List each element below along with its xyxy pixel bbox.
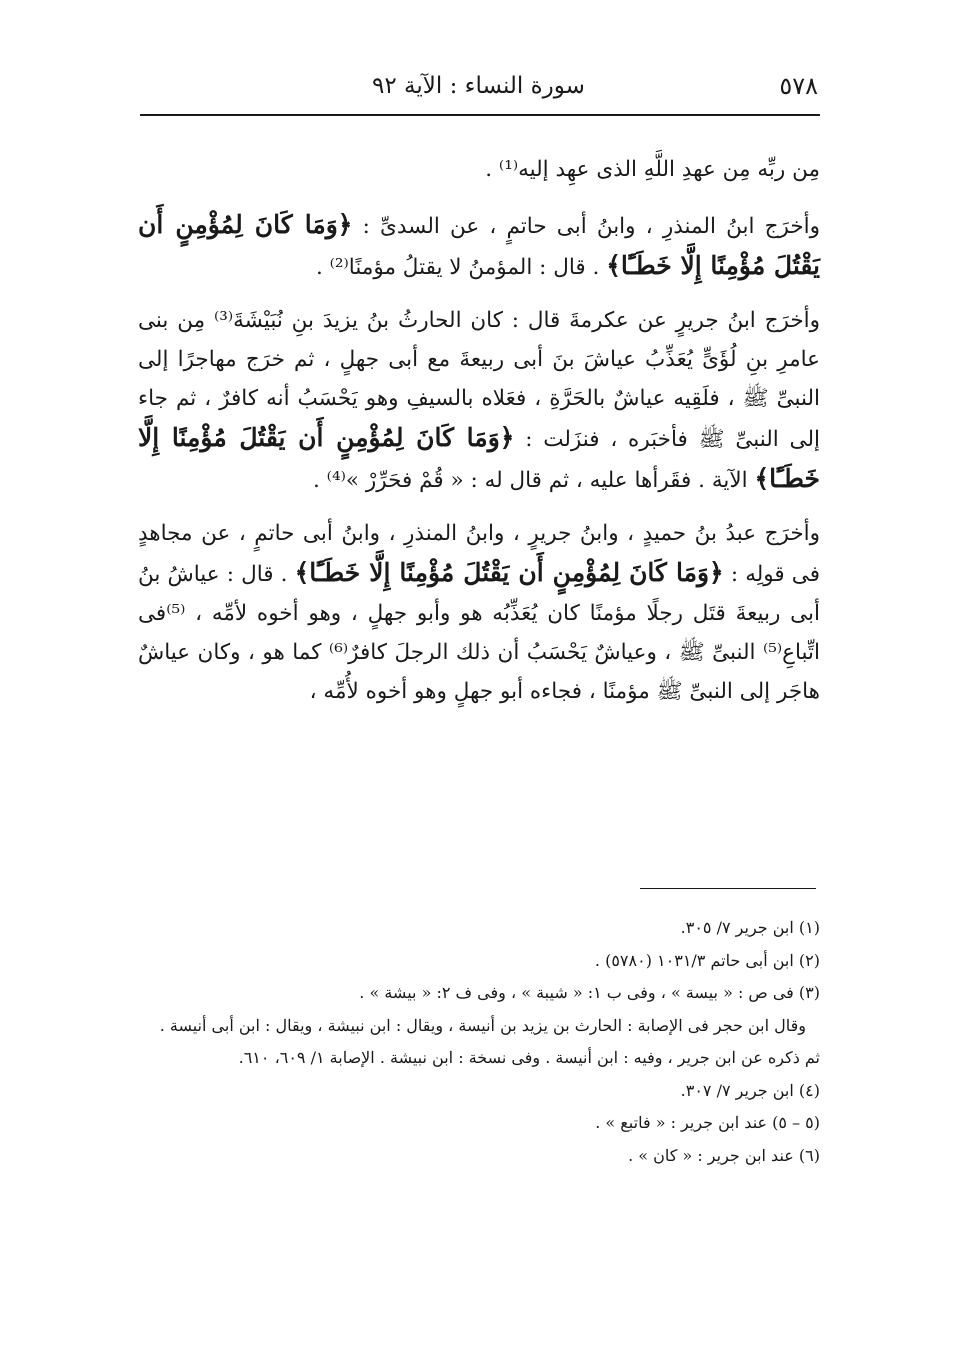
- footnote-4: (٤) ابن جرير ٧/ ٣٠٧.: [680, 1080, 820, 1100]
- paragraph-1: [138, 150, 820, 189]
- page-header: [142, 66, 818, 106]
- footnote-3: (٣) فى ص : « بيسة » ، وفى ب ١: « شيبة » ، وفى ف ٢: « بيشة » .: [359, 983, 820, 1002]
- main-text: [138, 150, 820, 725]
- footnote-2: (٢) ابن أبى حاتم ١٠٣١/٣ (٥٧٨٠) .: [594, 950, 820, 970]
- quran-verse: ﴿وَمَا كَانَ لِمُؤْمِنٍ أَن يَقْتُلَ مُؤْمِنًا إِلَّا خَطَـًٔا﴾: [138, 210, 820, 280]
- quran-verse: ﴿وَمَا كَانَ لِمُؤْمِنٍ أَن يَقْتُلَ مُؤْمِنًا إِلَّا خَطَـًٔا﴾: [294, 558, 724, 587]
- footnote-3-continuation-2: ثم ذكره عن ابن جرير ، وفيه : ابن أنيسة . وفى نسخة : ابن نبيشة . الإصابة ١/ ٦٠٩، ٦١٠.: [238, 1048, 820, 1067]
- footnote-3-continuation: وقال ابن حجر فى الإصابة : الحارث بن يزيد بن أنيسة ، ويقال : ابن نبيشة ، ويقال : ابن أبى أنيسة .: [159, 1015, 806, 1035]
- running-title: سورة النساء : الآية ٩٢: [372, 73, 585, 99]
- paragraph-2-rest: . قال : المؤمنُ لا يقتلُ مؤمنًا⁽²⁾ .: [315, 255, 600, 280]
- footnote-6: (٦) عند ابن جرير : « كان » .: [628, 1145, 820, 1165]
- footnote-rule: [640, 888, 816, 889]
- paragraph-1-text: مِن ربِّه مِن عهدِ اللَّهِ الذى عهِد إليه⁽¹⁾ .: [485, 157, 820, 182]
- paragraph-4: [138, 514, 820, 711]
- header-rule: [140, 114, 820, 116]
- paragraph-4-intro: وأخرَج عبدُ بنُ حميدٍ ، وابنُ جريرٍ ، وابنُ المنذرِ ، وابنُ أبى حاتمٍ ، عن مجاهدٍ فى قولِه :: [138, 521, 820, 587]
- paragraph-2-intro: وأخرَج ابنُ المنذرِ ، وابنُ أبى حاتمٍ ، عن السدىِّ :: [362, 214, 820, 239]
- quran-verse: ﴿وَمَا كَانَ لِمُؤْمِنٍ أَن يَقْتُلَ مُؤْمِنًا إِلَّا خَطَـًٔا﴾: [138, 423, 820, 493]
- paragraph-3: [138, 301, 820, 500]
- paragraph-3-rest: الآية . فقَرأها عليه ، ثم قال له : « قُمْ فحَرِّرْ »⁽⁴⁾ .: [313, 468, 748, 493]
- footnote-5: (٥ – ٥) عند ابن جرير : « فاتبع » .: [595, 1113, 820, 1132]
- page-number: ٥٧٨: [779, 72, 818, 100]
- paragraph-4-rest: . قال : عياشُ بنُ أبى ربيعةَ قتَل رجلًا مؤمنًا كان يُعَذِّبُه هو وأبو جهلٍ ، وهو أخوه لأمِّه ، ⁽⁵⁾فى اتِّباعِ⁽⁵⁾ النبىِّ ﷺ ، وعياشٌ يَحْسَبُ أن ذلك الرجلَ كافرٌ⁽⁶⁾ كما هو ، وكان عياشٌ هاجَر إلى النبىِّ ﷺ مؤمنًا ، فجاءه أبو جهلٍ وهو أخوه لأُمِّه ،: [138, 562, 820, 704]
- footnotes: [130, 912, 820, 1172]
- paragraph-3-intro: وأخرَج ابنُ جريرٍ عن عكرمةَ قال : كان الحارثُ بنُ يزيدَ بنِ نُبَيْشَةَ⁽³⁾ مِن بنى عامرِ بنِ لُؤَىٍّ يُعَذِّبُ عياشَ بنَ أبى ربيعةَ مع أبى جهلٍ ، ثم خرَج مهاجرًا إلى النبىِّ ﷺ ، فلَقِيه عياشٌ بالحَرَّةِ ، فعَلاه بالسيفِ وهو يَحْسَبُ أنه كافرٌ ، ثم جاء إلى النبىِّ ﷺ فأخبَره ، فنزَلت :: [138, 308, 820, 452]
- paragraph-2: [138, 205, 820, 287]
- footnote-1: (١) ابن جرير ٧/ ٣٠٥.: [680, 918, 820, 937]
